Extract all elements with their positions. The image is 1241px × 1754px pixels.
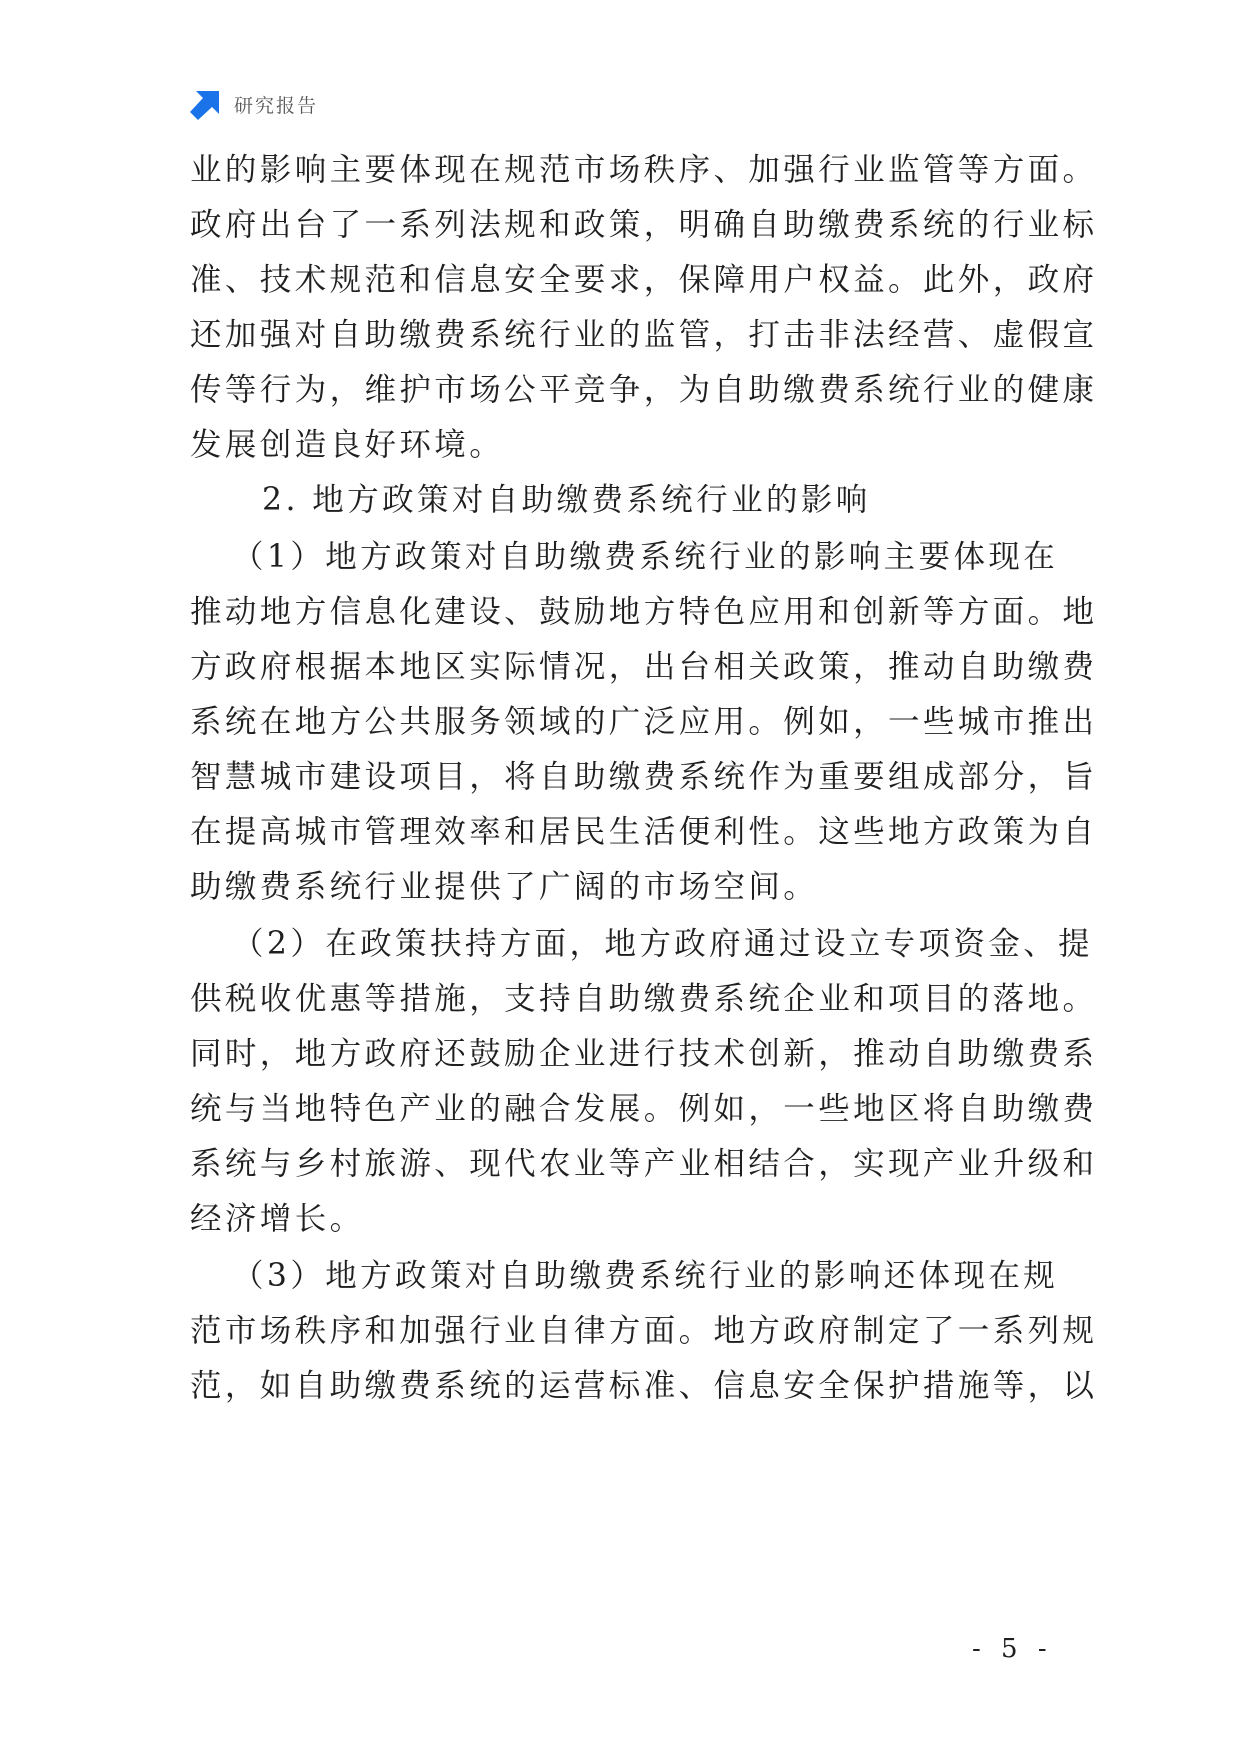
arrow-up-right-icon	[190, 88, 222, 120]
paragraph-line: 智慧城市建设项目，将自助缴费系统作为重要组成部分，旨	[190, 759, 1098, 795]
paragraph-line: 在提高城市管理效率和居民生活便利性。这些地方政策为自	[190, 814, 1098, 850]
paragraph-line: 范，如自助缴费系统的运营标准、信息安全保护措施等，以	[190, 1368, 1098, 1404]
paragraph-line: 助缴费系统行业提供了广阔的市场空间。	[190, 869, 819, 905]
paragraph-line: （2）在政策扶持方面，地方政府通过设立专项资金、提	[232, 926, 1094, 962]
page-number: - 5 -	[972, 1634, 1053, 1664]
header-title: 研究报告	[234, 94, 319, 117]
paragraph-line: 系统与乡村旅游、现代农业等产业相结合，实现产业升级和	[190, 1146, 1098, 1182]
paragraph-line: 同时，地方政府还鼓励企业进行技术创新，推动自助缴费系	[190, 1036, 1098, 1072]
paragraph-line: 还加强对自助缴费系统行业的监管，打击非法经营、虚假宣	[190, 317, 1098, 353]
paragraph-line: 方政府根据本地区实际情况，出台相关政策，推动自助缴费	[190, 649, 1098, 685]
paragraph-line: （3）地方政策对自助缴费系统行业的影响还体现在规	[232, 1258, 1059, 1294]
paragraph-line: 系统在地方公共服务领域的广泛应用。例如，一些城市推出	[190, 704, 1098, 740]
paragraph-line: 业的影响主要体现在规范市场秩序、加强行业监管等方面。	[190, 152, 1098, 188]
paragraph-line: 经济增长。	[190, 1201, 365, 1237]
paragraph-line: 统与当地特色产业的融合发展。例如，一些地区将自助缴费	[190, 1091, 1098, 1127]
report-header	[190, 88, 318, 120]
paragraph-line: 推动地方信息化建设、鼓励地方特色应用和创新等方面。地	[190, 594, 1098, 630]
paragraph-line: 供税收优惠等措施，支持自助缴费系统企业和项目的落地。	[190, 981, 1098, 1017]
paragraph-line: 范市场秩序和加强行业自律方面。地方政府制定了一系列规	[190, 1313, 1098, 1349]
paragraph-line: 发展创造良好环境。	[190, 427, 505, 463]
paragraph-line: （1）地方政策对自助缴费系统行业的影响主要体现在	[232, 539, 1059, 575]
paragraph-line: 政府出台了一系列法规和政策，明确自助缴费系统的行业标	[190, 207, 1098, 243]
section-heading: 2. 地方政策对自助缴费系统行业的影响	[262, 482, 871, 518]
paragraph-line: 传等行为，维护市场公平竞争，为自助缴费系统行业的健康	[190, 372, 1098, 408]
paragraph-line: 准、技术规范和信息安全要求，保障用户权益。此外，政府	[190, 262, 1098, 298]
